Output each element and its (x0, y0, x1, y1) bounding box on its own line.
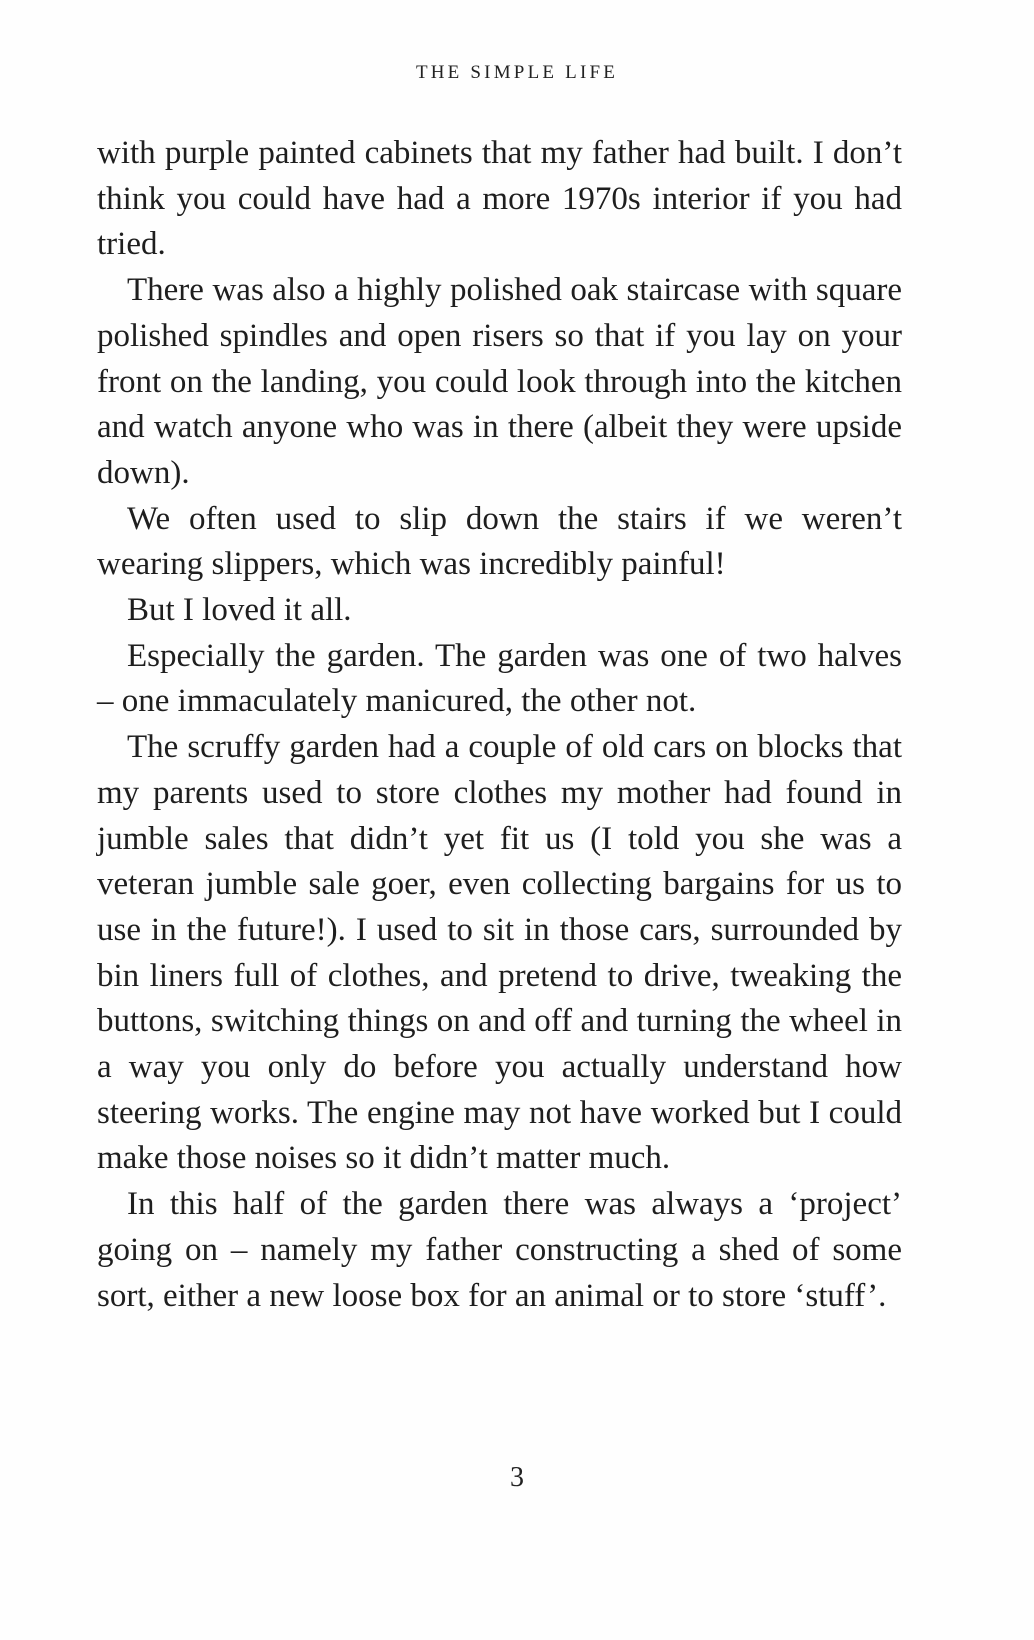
body-text (97, 131, 902, 1319)
paragraph: with purple painted cabinets that my father had built. I don’t think you could have had a more 1970s interior if you had tried. (97, 135, 902, 263)
paragraph: The scruffy garden had a couple of old cars on blocks that my parents used to store clothes my mother had found in jumble sales that didn’t yet fit us (I told you she was a veteran jumble sale goer, even collecting bargains for us to use in the future!). I used to sit in those cars, surrounded by bin liners full of clothes, and pretend to drive, tweaking the buttons, switching things on and off and turning the wheel in a way you only do before you actually understand how steering works. The engine may not have worked but I could make those noises so it didn’t matter much. (97, 729, 902, 1177)
running-head: THE SIMPLE LIFE (415, 62, 619, 83)
paragraph: But I loved it all. (127, 592, 352, 629)
paragraph: In this half of the garden there was always a ‘project’ going on – namely my father constructing a shed of some sort, either a new loose box for an animal or to store ‘stuff’. (97, 1186, 902, 1314)
paragraph: Especially the garden. The garden was one of two halves – one immaculately manicured, the other not. (97, 637, 902, 720)
page-number: 3 (510, 1462, 524, 1493)
paragraph: There was also a highly polished oak staircase with square polished spindles and open risers so that if you lay on your front on the landing, you could look through into the kitchen and watch anyone who was in there (albeit they were upside down). (97, 272, 902, 491)
paragraph: We often used to slip down the stairs if we weren’t wearing slippers, which was incredibly painful! (97, 500, 902, 583)
